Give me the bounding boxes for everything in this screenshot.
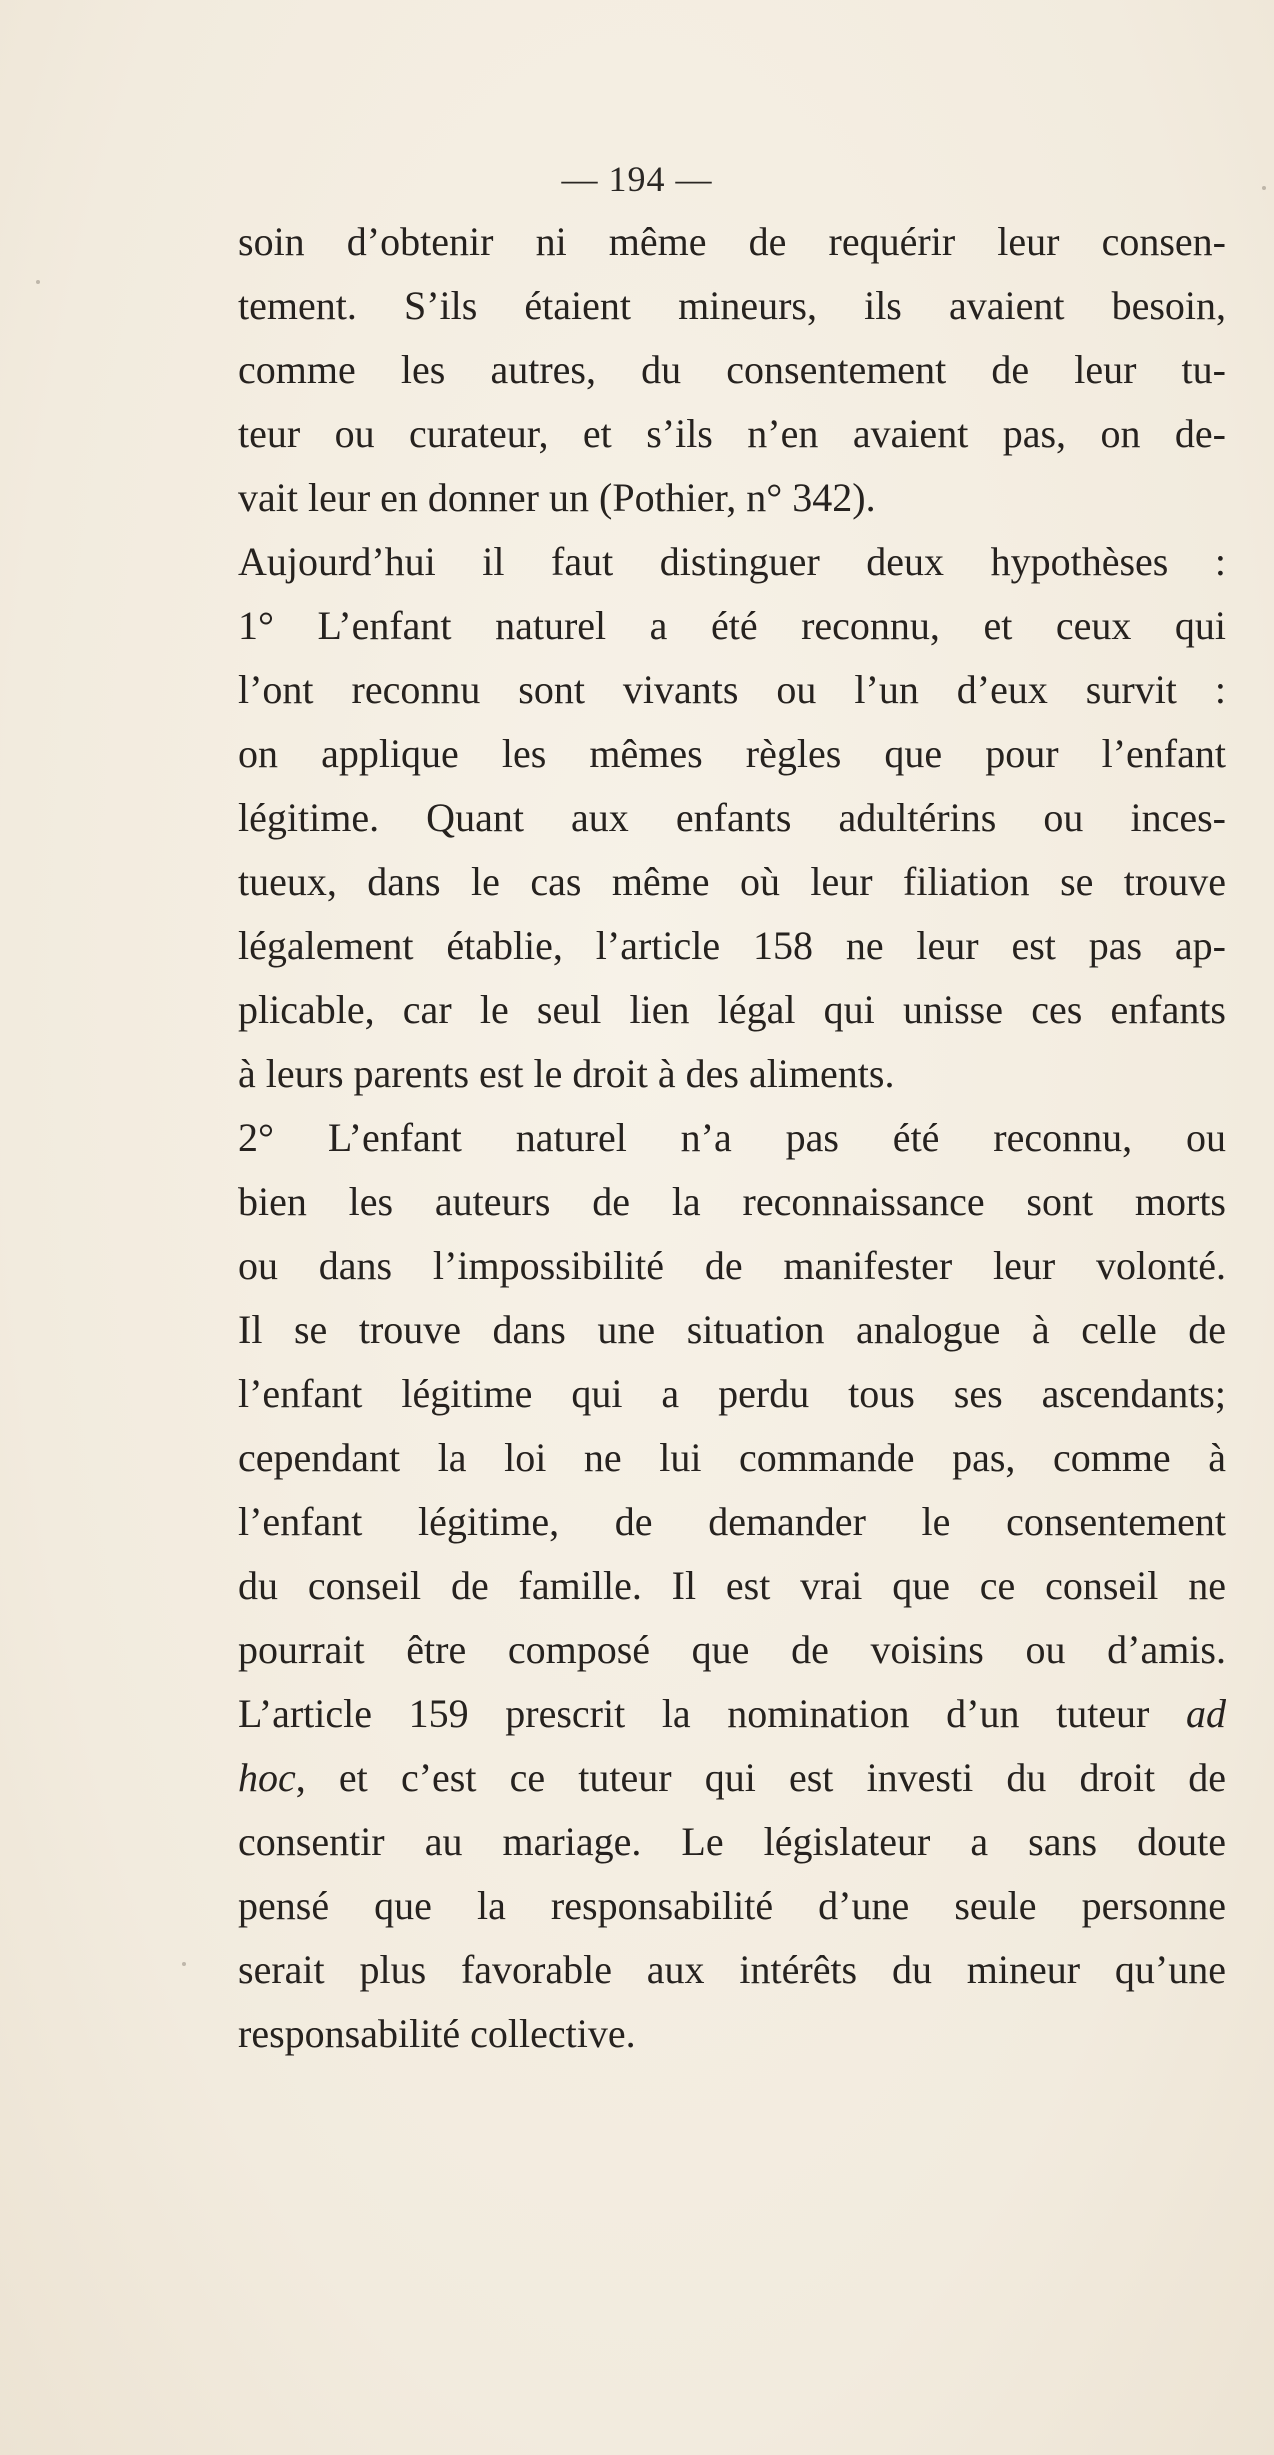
line-text: plicable, car le seul lien légal qui unisse ces enfants — [238, 987, 1226, 1032]
text-line — [238, 1042, 1226, 1106]
text-line — [238, 1618, 1226, 1682]
line-text: comme les autres, du consentement de leur tu- — [238, 347, 1226, 392]
line-text: teur ou curateur, et s’ils n’en avaient pas, on de- — [238, 411, 1226, 456]
line-text: tement. S’ils étaient mineurs, ils avaient besoin, — [238, 283, 1226, 328]
text-line — [238, 1106, 1226, 1170]
line-text: responsabilité collective. — [238, 2011, 636, 2056]
line-text: l’enfant légitime qui a perdu tous ses ascendants; — [238, 1371, 1226, 1416]
line-text: , et c’est ce tuteur qui est investi du droit de — [295, 1755, 1226, 1800]
line-text: 2° L’enfant naturel n’a pas été reconnu, ou — [238, 1115, 1226, 1160]
line-text: ou dans l’impossibilité de manifester leur volonté. — [238, 1243, 1226, 1288]
text-line — [238, 1234, 1226, 1298]
line-text: tueux, dans le cas même où leur filiation se trouve — [238, 859, 1226, 904]
text-line — [238, 1362, 1226, 1426]
text-line — [238, 1298, 1226, 1362]
text-line — [238, 658, 1226, 722]
text-line — [238, 530, 1226, 594]
line-text: bien les auteurs de la reconnaissance sont morts — [238, 1179, 1226, 1224]
line-text: 1° L’enfant naturel a été reconnu, et ceux qui — [238, 603, 1226, 648]
paper-speck — [182, 1962, 186, 1966]
line-text: L’article 159 prescrit la nomination d’un tuteur — [238, 1691, 1186, 1736]
text-line — [238, 594, 1226, 658]
text-line — [238, 850, 1226, 914]
line-text: à leurs parents est le droit à des aliments. — [238, 1051, 895, 1096]
text-line — [238, 2002, 1226, 2066]
text-line — [238, 1746, 1226, 1810]
text-line — [238, 1810, 1226, 1874]
line-text: consentir au mariage. Le législateur a sans doute — [238, 1819, 1226, 1864]
italic-text: hoc — [238, 1755, 296, 1800]
text-line — [238, 1682, 1226, 1746]
line-text: légalement établie, l’article 158 ne leur est pas ap- — [238, 923, 1226, 968]
text-line — [238, 1170, 1226, 1234]
text-line — [238, 338, 1226, 402]
paper-speck — [36, 280, 40, 284]
line-text: Aujourd’hui il faut distinguer deux hypothèses : — [238, 539, 1226, 584]
line-text: Il se trouve dans une situation analogue à celle de — [238, 1307, 1226, 1352]
page-number: — 194 — — [561, 159, 713, 199]
text-line — [238, 1874, 1226, 1938]
text-line — [238, 1554, 1226, 1618]
text-line — [238, 274, 1226, 338]
line-text: du conseil de famille. Il est vrai que ce conseil ne — [238, 1563, 1226, 1608]
line-text: légitime. Quant aux enfants adultérins ou inces- — [238, 795, 1226, 840]
line-text: vait leur en donner un (Pothier, n° 342). — [238, 475, 876, 520]
line-text: l’ont reconnu sont vivants ou l’un d’eux survit : — [238, 667, 1226, 712]
line-text: pensé que la responsabilité d’une seule personne — [238, 1883, 1226, 1928]
line-text: cependant la loi ne lui commande pas, comme à — [238, 1435, 1226, 1480]
text-line — [238, 402, 1226, 466]
text-line — [238, 786, 1226, 850]
italic-text: ad — [1186, 1691, 1226, 1736]
text-line — [238, 1426, 1226, 1490]
text-line — [238, 978, 1226, 1042]
line-text: serait plus favorable aux intérêts du mineur qu’une — [238, 1947, 1226, 1992]
text-line — [238, 210, 1226, 274]
body-text — [238, 210, 1226, 2066]
text-line — [238, 722, 1226, 786]
text-line — [238, 914, 1226, 978]
text-line — [238, 1490, 1226, 1554]
line-text: soin d’obtenir ni même de requérir leur consen- — [238, 219, 1226, 264]
line-text: pourrait être composé que de voisins ou d’amis. — [238, 1627, 1226, 1672]
line-text: on applique les mêmes règles que pour l’enfant — [238, 731, 1226, 776]
paper-speck — [1262, 186, 1266, 190]
text-line — [238, 466, 1226, 530]
line-text: l’enfant légitime, de demander le consentement — [238, 1499, 1226, 1544]
text-line — [238, 1938, 1226, 2002]
